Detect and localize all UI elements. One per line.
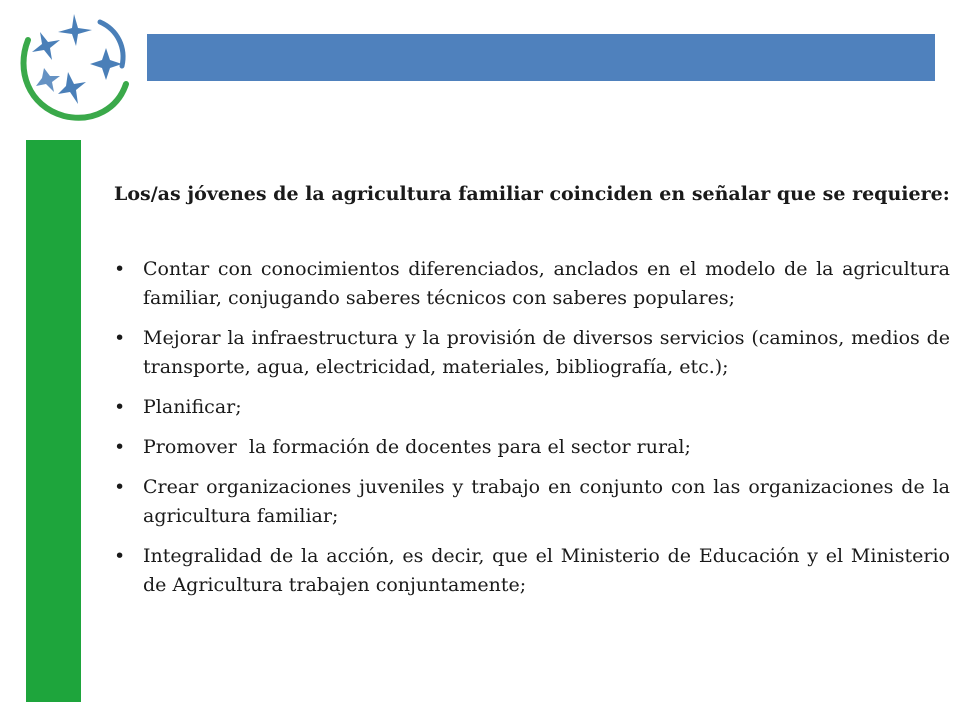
birds-circle-logo-icon [14,10,136,124]
bullet-item [114,393,950,422]
bullet-item [114,433,950,462]
bullet-symbol: • [114,258,126,280]
bullet-text: Mejorar la infraestructura y la provisión de diversos servicios (caminos, medios de transporte, agua, electricidad, materiales, bibliografía, etc.); [143,327,950,378]
bullet-item [114,542,950,600]
bullet-item [114,473,950,531]
bullet-symbol: • [114,436,126,458]
bullet-text: Contar con conocimientos diferenciados, anclados en el modelo de la agricultura familiar, conjugando saberes técnicos con saberes populares; [143,258,950,309]
bullet-symbol: • [114,327,126,349]
bullet-symbol: • [114,476,126,498]
bullet-text: Integralidad de la acción, es decir, que el Ministerio de Educación y el Ministerio de Agricultura trabajen conjuntamente; [143,545,950,596]
slide-heading: Los/as jóvenes de la agricultura familiar coinciden en señalar que se requiere: [114,183,950,205]
bullet-list [114,255,950,600]
bullet-item [114,324,950,382]
slide-content [114,180,950,611]
bullet-text: Promover la formación de docentes para el sector rural; [143,436,691,458]
side-accent-bar [26,140,81,702]
title-bar [147,34,935,81]
bullet-text: Crear organizaciones juveniles y trabajo en conjunto con las organizaciones de la agricultura familiar; [143,476,950,527]
bullet-item [114,255,950,313]
bullet-symbol: • [114,545,126,567]
bullet-symbol: • [114,396,126,418]
bullet-text: Planificar; [143,396,242,418]
